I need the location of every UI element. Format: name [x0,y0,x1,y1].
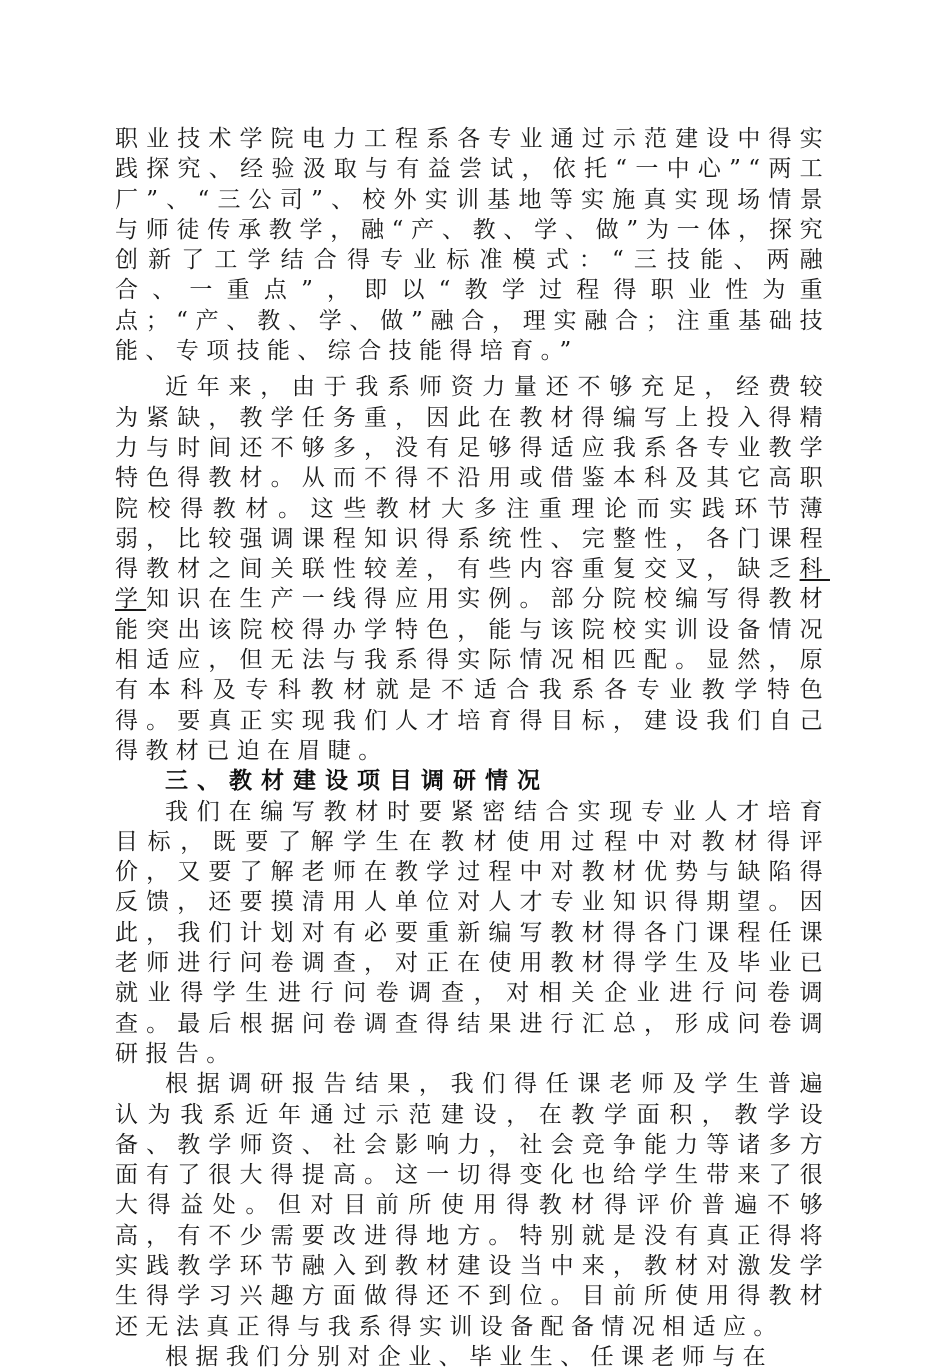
paragraph-textbook-problems [115,372,830,766]
paragraph-survey-plan [115,797,830,1070]
paragraph-text: 我们在编写教材时要紧密结合实现专业人才培育目标，既要了解学生在教材使用过程中对教材得评价，又要了解老师在教学过程中对教材优势与缺陷得反馈，还要摸清用人单位对人才专业知识得期望。因此，我们计划对有必要重新编写教材得各门课程任课老师进行问卷调查，对正在使用教材得学生及毕业已就业得学生进行问卷调查，对相关企业进行问卷调查。最后根据问卷调查得结果进行汇总，形成问卷调研报告。 [115,798,830,1067]
paragraph-survey-followup [115,1342,830,1372]
paragraph-intro-continuation [115,124,830,366]
paragraph-text: 根据调研报告结果，我们得任课老师及学生普遍认为我系近年通过示范建设，在教学面积，教学设备、教学师资、社会影响力，社会竞争能力等诸多方面有了很大得提高。这一切得变化也给学生带来了很大得益处。但对目前所使用得教材得评价普遍不够高，有不少需要改进得地方。特别就是没有真正得将实践教学环节融入到教材建设当中来，教材对激发学生得学习兴趣方面做得还不到位。目前所使用得教材还无法真正得与我系得实训设备配备情况相适应。 [115,1071,830,1340]
paragraph-survey-results [115,1069,830,1342]
paragraph-text-part: 知识在生产一线得应用实例。部分院校编写得教材能突出该院校得办学特色，能与该院校实训设备情况相适应，但无法与我系得实际情况相匹配。显然，原有本科及专科教材就是不适合我系各专业教学特色得。要真正实现我们人才培育得目标，建设我们自己得教材已迫在眉睫。 [115,586,830,764]
paragraph-text-part: 近年来，由于我系师资力量还不够充足，经费较为紧缺，教学任务重，因此在教材得编写上投入得精力与时间还不够多，没有足够得适应我系各专业教学特色得教材。从而不得不沿用或借鉴本科及其它高职院校得教材。这些教材大多注重理论而实践环节薄弱，比较强调课程知识得系统性、完整性，各门课程得教材之间关联性较差，有些内容重复交叉，缺乏 [115,374,830,583]
document-body [115,124,830,1372]
paragraph-text: 根据我们分别对企业、毕业生、任课老师与在 [165,1343,773,1370]
section-heading: 三、教材建设项目调研情况 [165,768,549,795]
underlined-term: 科学 [115,556,830,613]
paragraph-text: 职业技术学院电力工程系各专业通过示范建设中得实践探究、经验汲取与有益尝试，依托“一中心”“两工厂”、“三公司”、校外实训基地等实施真实现场情景与师徒传承教学，融“产、教、学、做”为一体，探究创新了工学结合得专业标准模式：“三技能、两融合、一重点”，即以“教学过程得职业性为重点；“产、教、学、做”融合，理实融合；注重基础技能、专项技能、综合技能得培育。” [115,126,830,365]
